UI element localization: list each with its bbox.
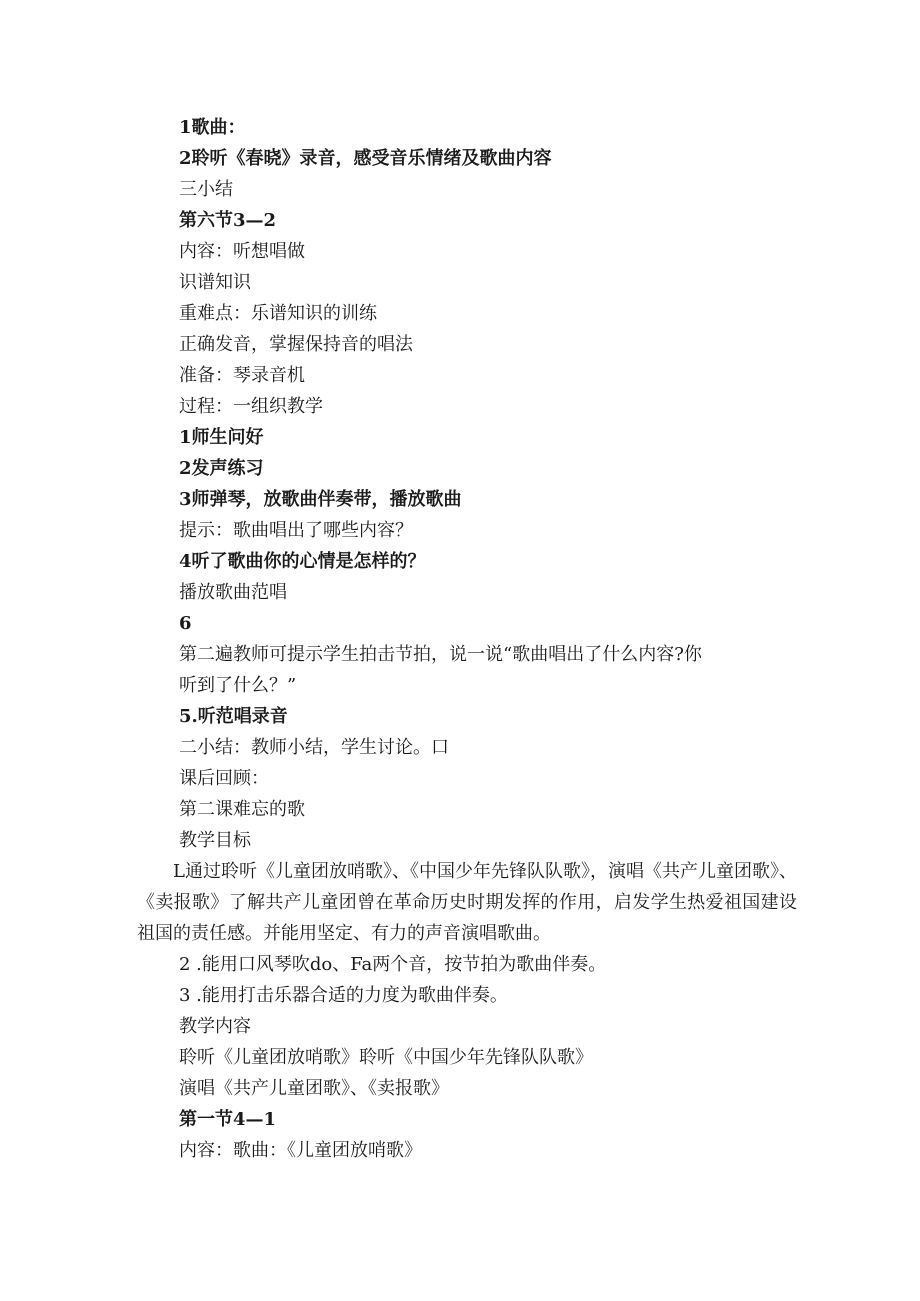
objective-paragraph: 3 .能用打击乐器合适的力度为歌曲伴奏。 — [179, 985, 508, 1006]
text-line: 播放歌曲范唱 — [179, 582, 287, 603]
text-line: 教学内容 — [179, 1016, 251, 1037]
text-line: 内容：歌曲：《儿童团放哨歌》 — [179, 1140, 422, 1161]
lines-bottom-section — [137, 1011, 797, 1166]
text-line: 6 — [179, 613, 192, 634]
text-line: 识谱知识 — [179, 272, 251, 293]
text-line: 二小结：教师小结，学生讨论。口 — [179, 737, 449, 758]
text-line: 第一节4—1 — [179, 1109, 277, 1130]
text-line: 1师生问好 — [179, 427, 264, 448]
text-line: 第六节3—2 — [179, 210, 277, 231]
text-line: 内容：听想唱做 — [179, 241, 305, 262]
text-line: 提示：歌曲唱出了哪些内容？ — [179, 520, 413, 541]
text-line: 三小结 — [179, 179, 233, 200]
text-line: 第二课难忘的歌 — [179, 799, 305, 820]
objective-paragraph: 2 .能用口风琴吹do、Fa两个音，按节拍为歌曲伴奏。 — [179, 954, 607, 975]
text-line: 5.听范唱录音 — [179, 706, 288, 727]
text-line: 演唱《共产儿童团歌》、《卖报歌》 — [179, 1078, 449, 1099]
text-line: 课后回顾： — [179, 768, 269, 789]
text-line: 过程：一组织教学 — [179, 396, 323, 417]
text-line: 正确发音，掌握保持音的唱法 — [179, 334, 413, 355]
objectives-paragraphs — [137, 856, 797, 1011]
text-line: 1歌曲： — [179, 117, 246, 138]
text-line: 教学目标 — [179, 830, 251, 851]
document-body — [137, 112, 797, 1166]
text-line: 2聆听《春晓》录音，感受音乐情绪及歌曲内容 — [179, 148, 552, 169]
lines-top-section — [137, 112, 797, 856]
text-line: 4听了歌曲你的心情是怎样的？ — [179, 551, 426, 572]
text-line: 准备：琴录音机 — [179, 365, 305, 386]
text-line: 2发声练习 — [179, 458, 264, 479]
text-line: 3师弹琴，放歌曲伴奏带，播放歌曲 — [179, 489, 462, 510]
text-line: 聆听《儿童团放哨歌》聆听《中国少年先锋队队歌》 — [179, 1047, 593, 1068]
objective-paragraph: L通过聆听《儿童团放哨歌》、《中国少年先锋队队歌》，演唱《共产儿童团歌》、《卖报歌》了解共产儿童团曾在革命历史时期发挥的作用，启发学生热爱祖国建设祖国的责任感。并能用坚定、有力的声音演唱歌曲。 — [137, 861, 797, 944]
text-line: 第二遍教师可提示学生拍击节拍，说一说“歌曲唱出了什么内容?你 — [179, 644, 702, 665]
text-line: 重难点：乐谱知识的训练 — [179, 303, 377, 324]
text-line: 听到了什么？” — [179, 675, 297, 696]
